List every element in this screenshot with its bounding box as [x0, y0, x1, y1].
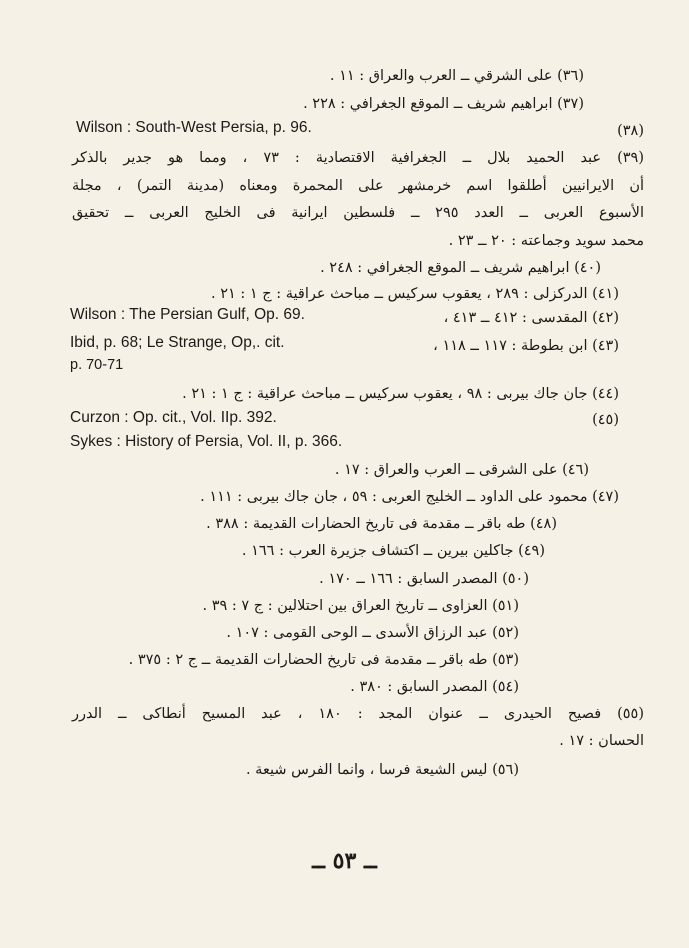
footnote-42-latin: Wilson : The Persian Gulf, Op. 69. — [70, 306, 305, 323]
footnote-45-latin-1: Curzon : Op. cit., Vol. IIp. 392. — [70, 409, 277, 426]
footnote-53: (٥٣) طه باقر ــ مقدمة فى تاريخ الحضارات القديمة ــ ج ٢ : ٣٧٥ . — [128, 652, 519, 668]
footnote-39-line-1: (٣٩) عبد الحميد بلال ــ الجغرافية الاقتصادية : ٧٣ ، ومما هو جدير بالذكر — [72, 150, 644, 166]
footnote-39-line-4: محمد سويد وجماعته : ٢٠ ــ ٢٣ . — [448, 233, 644, 249]
footnote-39-line-3: الأسبوع العربى ــ العدد ٢٩٥ ــ فلسطين ايرانية فى الخليج العربى ــ تحقيق — [72, 205, 644, 221]
footnote-44: (٤٤) جان جاك بيربى : ٩٨ ، يعقوب سركيس ــ مباحث عراقية : ج ١ : ٢١ . — [182, 386, 619, 402]
footnote-41: (٤١) الدركزلى : ٢٨٩ ، يعقوب سركيس ــ مباحث عراقية : ج ١ : ٢١ . — [210, 286, 619, 302]
footnote-40: (٤٠) ابراهيم شريف ــ الموقع الجغرافي : ٢٤٨ . — [320, 260, 601, 276]
footnote-49: (٤٩) جاكلين بيرين ــ اكتشاف جزيرة العرب : ١٦٦ . — [241, 543, 545, 559]
footnote-37: (٣٧) ابراهيم شريف ــ الموقع الجغرافي : ٢٢٨ . — [303, 96, 584, 112]
footnote-43: (٤٣) ابن بطوطة : ١١٧ ــ ١١٨ ، — [433, 338, 619, 354]
footnote-45-latin-2: Sykes : History of Persia, Vol. II, p. 366. — [70, 433, 343, 450]
footnote-43-latin-pages: p. 70-71 — [70, 357, 124, 373]
footnote-46: (٤٦) على الشرقى ــ العرب والعراق : ١٧ . — [334, 462, 589, 478]
footnote-38-latin: Wilson : South-West Persia, p. 96. — [76, 119, 312, 136]
footnote-54: (٥٤) المصدر السابق : ٣٨٠ . — [350, 679, 519, 695]
footnote-43-latin: Ibid, p. 68; Le Strange, Op,. cit. — [70, 334, 285, 351]
footnote-55-line-2: الحسان : ١٧ . — [559, 733, 644, 749]
footnote-47: (٤٧) محمود على الداود ــ الخليج العربى : ٥٩ ، جان جاك بيربى : ١١١ . — [200, 489, 619, 505]
footnote-38: (٣٨) — [617, 123, 644, 139]
footnote-52: (٥٢) عبد الرزاق الأسدى ــ الوحى القومى : ١٠٧ . — [226, 625, 519, 641]
footnote-50: (٥٠) المصدر السابق : ١٦٦ ــ ١٧٠ . — [319, 571, 529, 587]
footnote-36: (٣٦) على الشرقي ــ العرب والعراق : ١١ . — [329, 68, 584, 84]
footnote-48: (٤٨) طه باقر ــ مقدمة فى تاريخ الحضارات القديمة : ٣٨٨ . — [206, 516, 557, 532]
footnote-55-line-1: (٥٥) فصيح الحيدرى ــ عنوان المجد : ١٨٠ ، عبد المسيح أنطاكى ــ الدرر — [72, 706, 644, 722]
footnote-42: (٤٢) المقدسى : ٤١٢ ــ ٤١٣ ، — [443, 310, 619, 326]
page-number: ــ ٥٣ ــ — [312, 848, 377, 874]
footnote-51: (٥١) العزاوى ــ تاريخ العراق بين احتلالين : ج ٧ : ٣٩ . — [202, 598, 519, 614]
footnote-39-line-2: أن الايرانيين أطلقوا اسم خرمشهر على المحمرة ومعناه (مدينة التمر) ، مجلة — [72, 178, 644, 194]
footnote-56: (٥٦) ليس الشيعة فرسا ، وانما الفرس شيعة . — [245, 762, 519, 778]
footnote-45: (٤٥) — [592, 412, 619, 428]
